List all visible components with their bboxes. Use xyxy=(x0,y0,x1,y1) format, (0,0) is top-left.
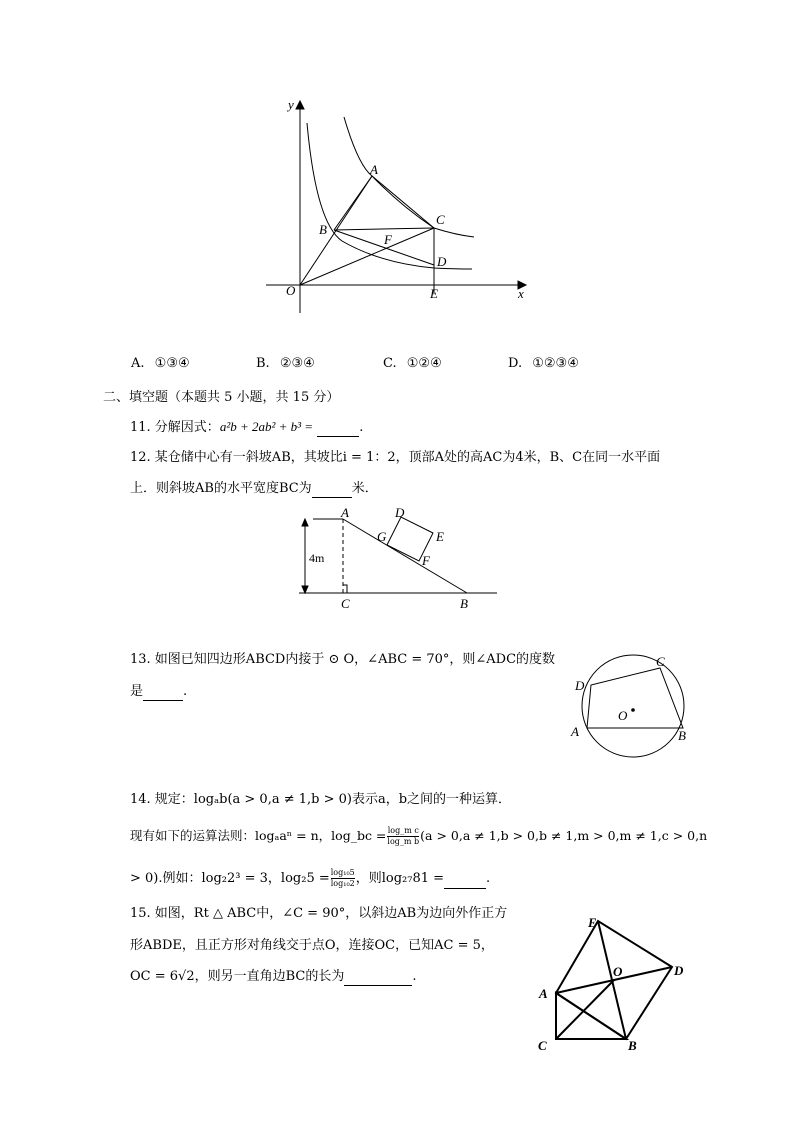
label-d: D xyxy=(437,254,447,269)
svg-text:D: D xyxy=(575,678,585,693)
svg-text:G: G xyxy=(377,529,387,544)
label-o: O xyxy=(286,283,296,298)
answer-blank-14[interactable] xyxy=(444,888,486,889)
triangle-abc xyxy=(556,993,626,1039)
answer-blank-13[interactable] xyxy=(143,700,183,701)
svg-text:C: C xyxy=(538,1038,547,1053)
outer-hyperbola xyxy=(344,117,474,237)
svg-text:4m: 4m xyxy=(309,551,325,565)
section-heading: 二、填空题（本题共 5 小题，共 15 分） xyxy=(103,390,340,405)
label-a: A xyxy=(370,162,378,177)
question-14-line1: 14. 规定：logₐb(a > 0,a ≠ 1,b > 0)表示a，b之间的一种运算． xyxy=(130,792,512,807)
svg-text:A: A xyxy=(539,986,548,1001)
hyperbola-figure xyxy=(260,95,540,325)
label-y: y xyxy=(288,97,294,112)
question-15-line1: 15. 如图，Rt △ ABC中，∠C = 90°，以斜边AB为边向外作正方 xyxy=(130,906,508,921)
question-15-line2: 形ABDE，且正方形对角线交于点O，连接OC，已知AC = 5， xyxy=(130,938,494,953)
answer-blank-12[interactable] xyxy=(312,497,352,498)
label-c: C xyxy=(436,212,445,227)
option-b[interactable]: B. ②③④ xyxy=(256,356,315,371)
svg-text:B: B xyxy=(460,596,468,611)
svg-text:A: A xyxy=(341,505,349,520)
svg-text:F: F xyxy=(422,553,430,568)
question-12-line2: 上．则斜坡AB的水平宽度BC为 米． xyxy=(130,481,378,496)
question-14-line3: > 0).例如：log₂2³ = 3，log₂5 = $\frac{\text{log₁₀5}}{\text{log₁₀2}}$ ，则log₂₇81 = . xyxy=(130,868,491,888)
label-e: E xyxy=(430,286,438,301)
svg-text:B: B xyxy=(678,728,686,743)
svg-text:C: C xyxy=(341,596,350,611)
quadrilateral-abcd xyxy=(587,668,683,728)
y-axis-arrow xyxy=(296,101,304,109)
label-b: B xyxy=(319,222,327,237)
option-d[interactable]: D. ①②③④ xyxy=(508,356,579,371)
center-dot xyxy=(631,708,635,712)
svg-text:C: C xyxy=(656,654,665,669)
question-13-line2: 是 . xyxy=(130,684,188,699)
answer-blank-11[interactable] xyxy=(317,436,359,437)
svg-text:O: O xyxy=(613,964,623,979)
svg-text:E: E xyxy=(588,915,597,930)
question-15-line3: OC = 6√2，则另一直角边BC的长为 . xyxy=(130,969,417,984)
question-12-line1: 12. 某仓储中心有一斜坡AB，其坡比i = 1：2，顶部A处的高AC为4米，B、C在同一水平面 xyxy=(130,450,661,465)
option-a[interactable]: A. ①③④ xyxy=(131,356,190,371)
label-f: F xyxy=(384,232,392,247)
question-13-line1: 13. 如图已知四边形ABCD内接于 ⊙ O，∠ABC = 70°，则∠ADC的度数 xyxy=(130,652,556,667)
svg-text:E: E xyxy=(436,529,444,544)
square-figure xyxy=(530,905,705,1060)
circle-o xyxy=(582,655,684,757)
slope-line xyxy=(343,519,467,593)
option-c[interactable]: C. ①②④ xyxy=(383,356,442,371)
svg-text:A: A xyxy=(571,724,579,739)
svg-text:O: O xyxy=(618,708,628,723)
question-11: 11. 分解因式：a²b + 2ab² + b³ = . xyxy=(130,419,364,435)
label-x: x xyxy=(518,286,524,301)
slope-figure xyxy=(295,505,505,615)
circle-figure xyxy=(565,650,695,750)
svg-text:B: B xyxy=(628,1038,637,1053)
svg-text:D: D xyxy=(674,963,684,978)
svg-text:D: D xyxy=(395,505,405,520)
question-14-line2: 现有如下的运算法则：logₐaⁿ = n，log_bc = $\frac{\text{log\_m c}}{\text{log\_m b}}$ (a > 0,a ≠ 1,b > 0,b ≠ 1,m > 0,m ≠ 1,c > 0,n xyxy=(130,826,708,846)
answer-blank-15[interactable] xyxy=(344,985,412,986)
